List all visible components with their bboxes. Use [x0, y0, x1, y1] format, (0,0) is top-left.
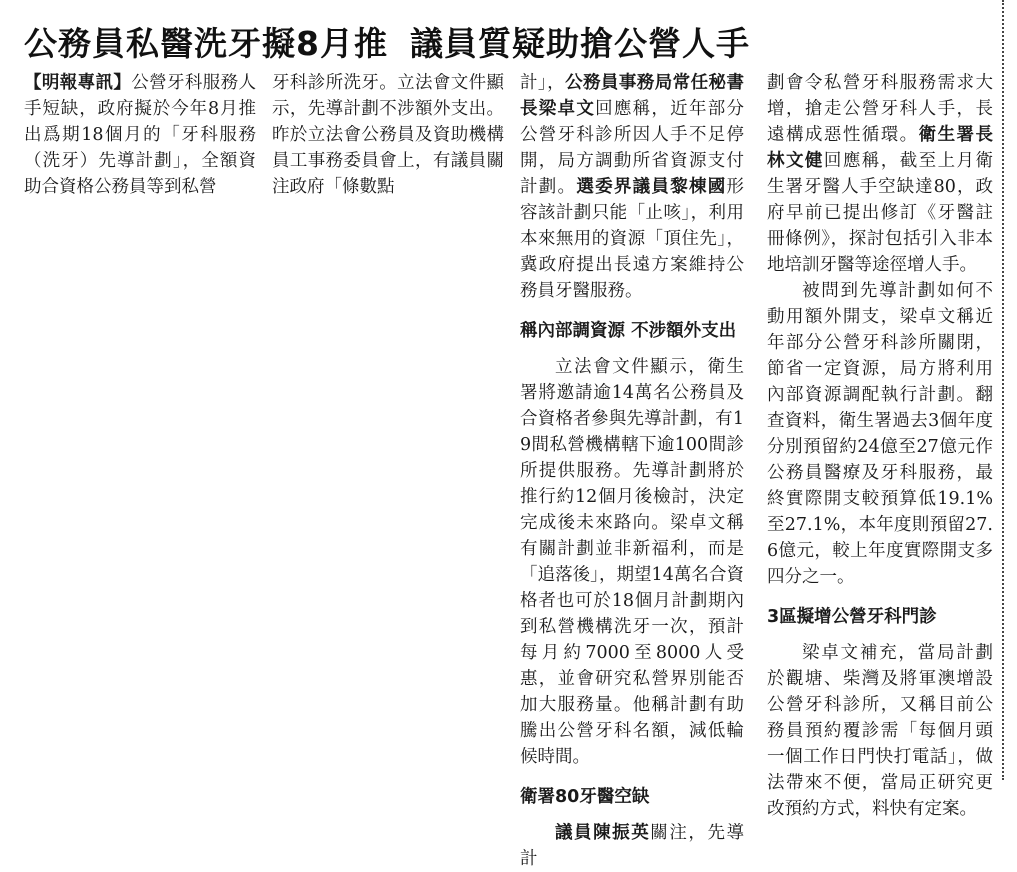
- column-4-paragraph-1: [767, 70, 993, 278]
- subheading: 衛署80牙醫空缺: [520, 787, 650, 807]
- speaker-name: 選委界議員黎棟國: [576, 177, 727, 197]
- subheading: 稱內部調資源 不涉額外支出: [520, 321, 737, 341]
- speaker-name: 衛生署長林文健: [767, 125, 994, 171]
- article-column-4: [767, 70, 993, 822]
- column-3-paragraph-2: 立法會文件顯示，衛生署將邀請逾14萬名公務員及合資格者參與先導計劃，有19間私營機構轄下逾100間診所提供服務。先導計劃將於推行約12個月後檢討，決定完成後未來路向。梁卓文稱有關計劃並非新福利，而是「追落後」，期望14萬名合資格者也可於18個月計劃期內到私營機構洗牙一次，預計每月約7000至8000人受惠，並會研究私營界別能否加大服務量。他稱計劃有助騰出公營牙科名額，減低輪候時間。: [520, 357, 744, 767]
- text-run: 回應稱，近年部分公營牙科診所因人手不足停開，局方調動所省資源支付計劃。: [520, 99, 745, 197]
- text-run: 計」，: [520, 73, 566, 93]
- lead-paragraph: [24, 70, 256, 200]
- text-run: 劃會令私營牙科服務需求大增，搶走公營牙科人手，長遠構成惡性循環。: [767, 73, 993, 145]
- column-3-paragraph-1: [520, 70, 744, 304]
- article-column-1: [24, 70, 256, 200]
- column-4-paragraph-2: 被問到先導計劃如何不動用額外開支，梁卓文稱近年部分公營牙科診所關閉，節省一定資源，局方將利用內部資源調配執行計劃。翻查資料，衛生署過去3個年度分別預留約24億至27億元作公務員醫療及牙科服務，最終實際開支較預算低19.1%至27.1%，本年度則預留27.6億元，較上年度實際開支多四分之一。: [767, 281, 993, 587]
- headline-part1: 公務員私醫洗牙擬8月推: [24, 24, 388, 63]
- article-column-2: [272, 70, 504, 200]
- headline-part2: 議員質疑助搶公營人手: [409, 24, 750, 63]
- source-tag: 【明報專訊】: [24, 73, 132, 93]
- column-2-text: 牙科診所洗牙。立法會文件顯示，先導計劃不涉額外支出。昨於立法會公務員及資助機構員工事務委員會上，有議員關注政府「條數點: [272, 73, 504, 197]
- headline: [24, 18, 750, 65]
- column-4-paragraph-3: 梁卓文補充，當局計劃於觀塘、柴灣及將軍澳增設公營牙科診所，又稱目前公務員預約覆診需「每個月頭一個工作日門快打電話」，做法帶來不便，當局正研究更改預約方式，料快有定案。: [767, 643, 993, 819]
- speaker-name: 議員陳振英: [555, 823, 651, 843]
- column-divider: [1002, 0, 1004, 780]
- column-3-paragraph-3: [520, 820, 744, 872]
- lead-text: 公營牙科服務人手短缺，政府擬於今年8月推出爲期18個月的「牙科服務（洗牙）先導計劃」，全額資助合資格公務員等到私營: [24, 73, 256, 197]
- text-run: 回應稱，截至上月衛生署牙醫人手空缺達80，政府早前已提出修訂《牙醫註冊條例》，探討包括引入非本地培訓牙醫等途徑增人手。: [767, 151, 994, 275]
- text-run: 關注，先導計: [520, 823, 745, 869]
- subheading: 3區擬增公營牙科門診: [767, 607, 937, 627]
- speaker-name: 公務員事務局常任秘書長梁卓文: [520, 73, 744, 119]
- text-run: 形容該計劃只能「止咳」，利用本來無用的資源「頂住先」，冀政府提出長遠方案維持公務員牙醫服務。: [520, 177, 745, 301]
- article-column-3: [520, 70, 744, 872]
